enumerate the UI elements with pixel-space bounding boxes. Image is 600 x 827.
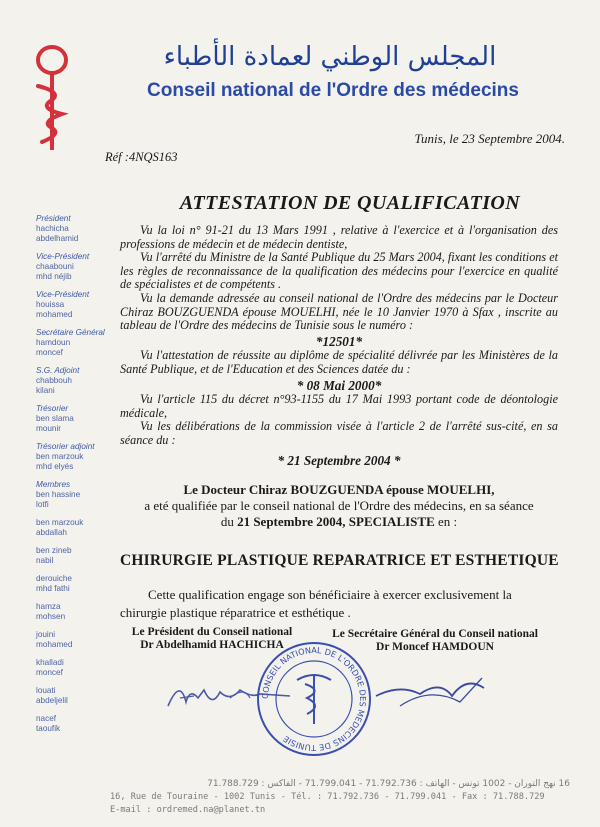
member-name: khalladi	[36, 658, 64, 667]
council-member-group	[36, 442, 114, 472]
member-role: Vice-Président	[36, 252, 90, 261]
member-name: jouini	[36, 630, 56, 639]
council-member-group	[36, 328, 114, 358]
member-name: ben marzouk	[36, 518, 84, 527]
member-role: Trésorier	[36, 404, 69, 413]
member-name: louati	[36, 686, 56, 695]
member-name: abdallah	[36, 528, 67, 537]
member-name: mounir	[36, 424, 62, 433]
member-role: Membres	[36, 480, 71, 489]
member-name: ben zineb	[36, 546, 72, 555]
member-name: ben hassine	[36, 490, 81, 499]
member-name: ben marzouk	[36, 452, 84, 461]
consideration-decree: Vu l'arrêté du Ministre de la Santé Publique du 25 Mars 2004, fixant les conditions et les règles de reconnaissance de la qualification des médecins pour l'exercice en qualité de spécialistes et de compétents .	[120, 250, 558, 292]
member-name: hamdoun	[36, 338, 71, 347]
member-name: houissa	[36, 300, 65, 309]
considerations-block	[120, 224, 558, 468]
member-name: hachicha	[36, 224, 69, 233]
diploma-date: * 08 Mai 2000*	[296, 377, 382, 393]
session-date: * 21 Septembre 2004 *	[277, 452, 401, 468]
council-member-group	[36, 518, 114, 538]
member-role: S.G. Adjoint	[36, 366, 80, 375]
council-member-group	[36, 686, 114, 706]
member-role: Président	[36, 214, 71, 223]
decision-block	[120, 482, 558, 530]
member-role: Trésorier adjoint	[36, 442, 95, 451]
member-name: moncef	[36, 348, 63, 357]
reference-number: Réf :4NQS163	[105, 150, 178, 164]
council-member-group	[36, 574, 114, 594]
qualification-date: 21 Septembre 2004, SPECIALISTE	[237, 514, 435, 529]
member-name: ben slama	[36, 414, 74, 423]
member-name: taoufik	[36, 724, 61, 733]
header-french-title: Conseil national de l'Ordre des médecins	[147, 80, 519, 101]
header-arabic-title: المجلس الوطني لعمادة الأطباء	[163, 42, 497, 72]
member-role: Secrétaire Général	[36, 328, 105, 337]
member-name: chabbouh	[36, 376, 72, 385]
member-name: mohamed	[36, 640, 73, 649]
council-member-group	[36, 602, 114, 622]
specialty-title: CHIRURGIE PLASTIQUE REPARATRICE ET ESTHETIQUE	[120, 552, 559, 569]
secretary-title: Le Secrétaire Général du Conseil national	[332, 628, 538, 640]
official-stamp-icon	[255, 640, 373, 758]
member-name: kilani	[36, 386, 55, 395]
council-member-group	[36, 658, 114, 678]
footer-arabic-address: 16 نهج التوران - 1002 تونس - الهاتف : 71.792.736 - 71.799.041 - الفاكس : 71.788.729	[207, 779, 570, 789]
council-member-group	[36, 546, 114, 566]
member-name: mhd elyés	[36, 462, 74, 471]
footer-contact	[110, 778, 570, 817]
council-member-group	[36, 480, 114, 510]
member-name: mohamed	[36, 310, 73, 319]
president-title: Le Président du Conseil national	[131, 626, 293, 638]
member-name: lotfi	[36, 500, 49, 509]
decision-line-2: a eté qualifiée par le conseil national de l'Ordre des médecins, en sa séance	[144, 498, 534, 513]
consideration-deliberations: Vu les délibérations de la commission visée à l'article 2 de l'arrêté sus-cité, en sa séance du :	[120, 419, 558, 447]
footer-address: 16, Rue de Touraine - 1002 Tunis - Tél. : 71.792.736 - 71.799.041 - Fax : 71.788.729	[110, 792, 545, 802]
document-date: Tunis, le 23 Septembre 2004.	[414, 131, 565, 146]
member-name: chaabouni	[36, 262, 74, 271]
council-member-group	[36, 214, 114, 244]
consideration-diploma: Vu l'attestation de réussite au diplôme de spécialité délivrée par les Ministères de la Santé Publique, et de l'Education et des Sciences datée du :	[120, 348, 558, 376]
stamp-text: CONSEIL NATIONAL DE L'ORDRE DES MEDECINS DE TUNISIE	[259, 644, 369, 754]
council-member-group	[36, 630, 114, 650]
secretary-name: Dr Moncef HAMDOUN	[376, 641, 494, 653]
council-member-group	[36, 366, 114, 396]
member-name: mhd néjib	[36, 272, 72, 281]
caduceus-logo-icon	[28, 42, 76, 152]
member-name: hamza	[36, 602, 61, 611]
member-name: nacef	[36, 714, 57, 723]
consideration-request: Vu la demande adressée au conseil national de l'Ordre des médecins par le Docteur Chiraz BOUZGUENDA épouse MOUELHI, née le 10 Janvier 1970 à Sfax , inscrite au tableau de l'Ordre des médecins de Tunisie sous le numéro :	[120, 290, 558, 333]
secretary-signature-icon	[370, 666, 490, 716]
decision-line-3: du 21 Septembre 2004, SPECIALISTE en :	[220, 514, 458, 529]
member-name: abdelhamid	[36, 234, 79, 243]
qualification-note: Cette qualification engage son bénéficiaire à exercer exclusivement la chirurgie plastique réparatrice et esthétique .	[120, 587, 512, 620]
member-name: mhd fathi	[36, 584, 70, 593]
council-member-group	[36, 714, 114, 734]
president-name: Dr Abdelhamid HACHICHA	[140, 639, 284, 651]
consideration-article: Vu l'article 115 du décret n°93-1155 du 17 Mai 1993 portant code de déontologie médicale,	[120, 392, 558, 420]
doctor-name: Le Docteur Chiraz BOUZGUENDA épouse MOUELHI,	[183, 482, 495, 497]
council-member-group	[36, 404, 114, 434]
council-members-sidebar	[36, 214, 114, 742]
member-role: Vice-Président	[36, 290, 90, 299]
member-name: nabil	[36, 556, 54, 565]
registration-number: *12501*	[315, 333, 363, 349]
council-member-group	[36, 290, 114, 320]
council-member-group	[36, 252, 114, 282]
consideration-law: Vu la loi n° 91-21 du 13 Mars 1991 , relative à l'exercice et à l'organisation des professions de médecin et de médecin dentiste,	[120, 223, 558, 251]
document-title: ATTESTATION DE QUALIFICATION	[179, 192, 521, 214]
member-name: mohsen	[36, 612, 66, 621]
member-name: moncef	[36, 668, 63, 677]
footer-email: E-mail : ordremed.na@planet.tn	[110, 805, 266, 815]
member-name: derouiche	[36, 574, 72, 583]
member-name: abdeljelil	[36, 696, 68, 705]
